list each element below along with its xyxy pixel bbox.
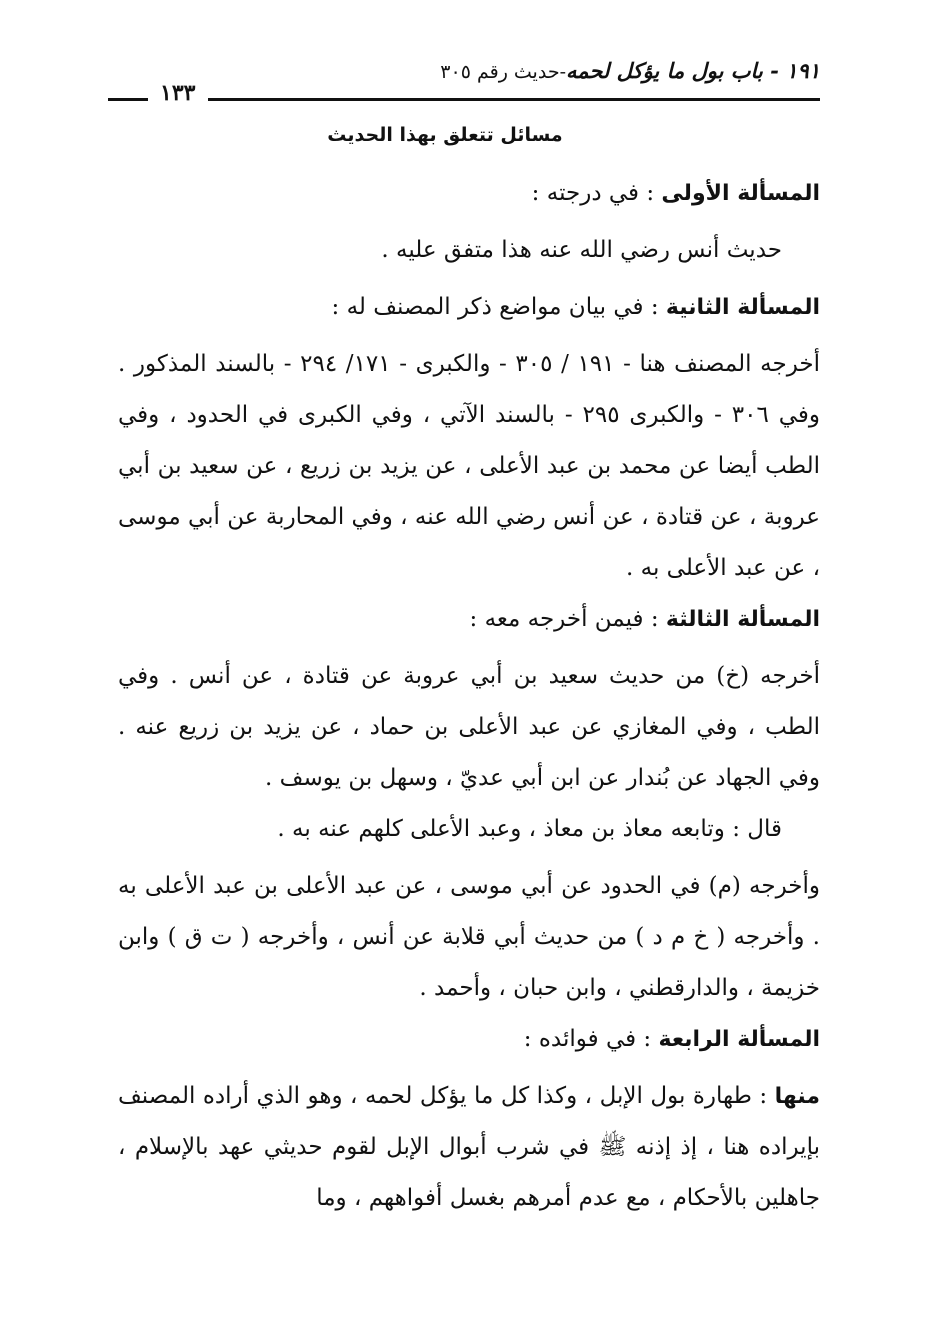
paragraph: أخرجه (خ) من حديث سعيد بن أبي عروبة عن قتادة ، عن أنس . وفي الطب ، وفي المغازي عن عبد الأعلى بن حماد ، عن يزيد بن زريع عنه . وفي الجهاد عن بُندار عن ابن أبي عديّ ، وسهل بن يوسف . (118, 663, 820, 791)
chapter-title-text: ١٩١ - باب بول ما يؤكل لحمه (566, 58, 820, 83)
section-title: مسائل تتعلق بهذا الحديث (327, 124, 563, 146)
issue-label: المسألة الثانية (665, 295, 820, 320)
issue-heading-text: : في بيان مواضع ذكر المصنف له : (331, 294, 666, 320)
header-rule-end (108, 98, 148, 101)
paragraph (118, 1071, 820, 1224)
issue-heading-text: : في فوائده : (523, 1026, 659, 1052)
paragraph: وأخرجه (م) في الحدود عن أبي موسى ، عن عبد الأعلى بن عبد الأعلى به . وأخرجه ( خ م د ) من حديث أبي قلابة عن أنس ، وأخرجه ( ت ق ) وابن خزيمة ، والدارقطني ، وابن حبان ، وأحمد . (118, 873, 820, 1001)
issue-heading (118, 282, 820, 333)
issue-label: المسألة الأولى (661, 181, 820, 206)
paragraph: أخرجه المصنف هنا - ١٩١ / ٣٠٥ - والكبرى - ١٧١/ ٢٩٤ - بالسند المذكور . وفي ٣٠٦ - والكبرى ٢٩٥ - بالسند الآتي ، وفي الكبرى في الحدود ، وفي الطب أيضا عن محمد بن عبد الأعلى ، عن يزيد بن زريع ، عن سعيد بن أبي عروبة ، عن قتادة ، عن أنس رضي الله عنه ، وفي المحاربة عن أبي موسى ، عن عبد الأعلى به . (118, 351, 820, 581)
chapter-title (440, 58, 820, 83)
page-body (118, 168, 820, 1224)
issue-heading (118, 168, 820, 219)
issue-heading (118, 594, 820, 645)
paragraph: حديث أنس رضي الله عنه هذا متفق عليه . (381, 237, 782, 263)
header-rule (208, 98, 820, 101)
issue-heading-text: : فيمن أخرجه معه : (469, 606, 666, 632)
issue-heading-text: : في درجته : (531, 180, 662, 206)
hadith-reference: -حديث رقم ٣٠٥ (440, 61, 566, 83)
issue-heading (118, 1014, 820, 1065)
lead-label: منها (774, 1084, 820, 1109)
paragraph-text: : طهارة بول الإبل ، وكذا كل ما يؤكل لحمه ، وهو الذي أراده المصنف بإيراده هنا ، إذ إذنه ﷺ في شرب أبوال الإبل لقوم حديثي عهد بالإسلام ، جاهلين بالأحكام ، مع عدم أمرهم بغسل أفواههم ، وما (118, 1083, 820, 1211)
issue-label: المسألة الرابعة (658, 1027, 820, 1052)
page-number: ١٣٣ (152, 80, 203, 106)
running-header (108, 54, 820, 106)
paragraph: قال : وتابعه معاذ بن معاذ ، وعبد الأعلى كلهم عنه به . (277, 816, 782, 842)
issue-label: المسألة الثالثة (665, 607, 820, 632)
